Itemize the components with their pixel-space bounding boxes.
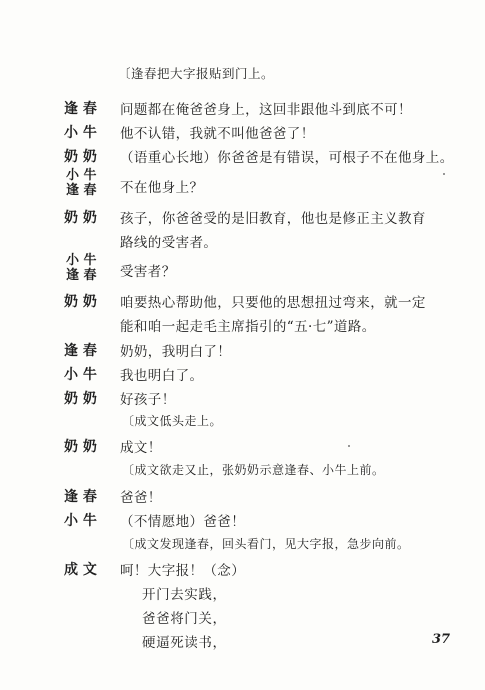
speck bbox=[443, 173, 445, 175]
speaker-xiaoniu: 小 牛 bbox=[64, 367, 97, 383]
speaker-chengwen: 成 文 bbox=[64, 562, 97, 578]
speaker-nainai: 奶 奶 bbox=[64, 391, 97, 407]
speaker-pair bbox=[66, 168, 114, 198]
stage-direction: 〔成文低头走上。 bbox=[122, 414, 223, 428]
speaker-xiaoniu: 小 牛 bbox=[66, 253, 97, 268]
stage-direction-opening: 〔逢春把大字报贴到门上。 bbox=[118, 66, 275, 81]
speaker-nainai: 奶 奶 bbox=[64, 149, 97, 165]
dialogue-line: 好孩子！ bbox=[120, 392, 176, 408]
page-number: 37 bbox=[432, 632, 451, 647]
dialogue-line: 我也明白了。 bbox=[120, 368, 204, 384]
dialogue-line: 咱要热心帮助他，只要他的思想扭过弯来，就一定 bbox=[120, 295, 426, 311]
dialogue-line: 问题都在俺爸爸身上，这回非跟他斗到底不可！ bbox=[120, 102, 412, 118]
speaker-fengchun: 逢 春 bbox=[64, 343, 97, 359]
verse-line: 爸爸将门关， bbox=[142, 611, 227, 627]
speaker-xiaoniu: 小 牛 bbox=[66, 168, 97, 183]
speaker-fengchun: 逢 春 bbox=[64, 489, 97, 505]
speaker-fengchun: 逢 春 bbox=[64, 101, 97, 117]
dialogue-line: 奶奶，我明白了！ bbox=[120, 344, 232, 360]
speaker-fengchun: 逢 春 bbox=[66, 268, 97, 283]
dialogue-line: （语重心长地）你爸爸是有错误，可根子不在他身上。 bbox=[120, 150, 454, 166]
dialogue-line: （不情愿地）爸爸！ bbox=[120, 514, 246, 530]
dialogue-continuation: 能和咱一起走毛主席指引的“五·七”道路。 bbox=[120, 319, 376, 335]
dialogue-line: 呵！大字报！（念） bbox=[120, 563, 246, 579]
speaker-xiaoniu: 小 牛 bbox=[64, 513, 97, 529]
speaker-fengchun: 逢 春 bbox=[66, 183, 97, 198]
speaker-nainai: 奶 奶 bbox=[64, 439, 97, 455]
dialogue-line: 成文！ bbox=[120, 440, 162, 456]
dialogue-line: 受害者？ bbox=[120, 264, 176, 280]
speaker-pair bbox=[66, 253, 114, 283]
stage-direction: 〔成文发现逢春，回头看门，见大字报，急步向前。 bbox=[122, 537, 410, 551]
verse-line: 开门去实践， bbox=[142, 587, 227, 603]
dialogue-continuation: 路线的受害者。 bbox=[120, 235, 218, 251]
dialogue-line: 他不认错，我就不叫他爸爸了！ bbox=[120, 126, 315, 142]
dialogue-line: 不在他身上？ bbox=[120, 180, 204, 196]
speaker-xiaoniu: 小 牛 bbox=[64, 125, 97, 141]
speaker-nainai: 奶 奶 bbox=[64, 210, 97, 226]
dialogue-line: 爸爸！ bbox=[120, 490, 162, 506]
speaker-nainai: 奶 奶 bbox=[64, 294, 97, 310]
speck bbox=[348, 445, 350, 447]
verse-line: 硬逼死读书， bbox=[142, 635, 227, 651]
stage-direction: 〔成文欲走又止，张奶奶示意逢春、小牛上前。 bbox=[122, 463, 385, 477]
dialogue-line: 孩子，你爸爸受的是旧教育，他也是修正主义教育 bbox=[120, 211, 426, 227]
